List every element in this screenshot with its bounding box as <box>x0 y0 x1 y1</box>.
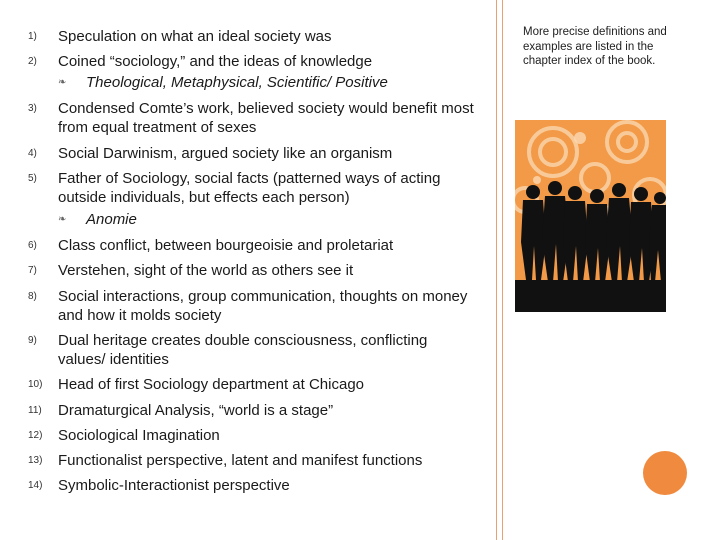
item-number: 10) <box>28 379 43 390</box>
item-number: 7) <box>28 265 37 276</box>
subitem-text: Theological, Metaphysical, Scientific/ Positive <box>86 74 388 91</box>
item-text: Condensed Comte’s work, believed society would benefit most from equal treatment of sexes <box>58 100 474 136</box>
item-text: Symbolic-Interactionist perspective <box>58 477 290 494</box>
item-number: 11) <box>28 405 42 416</box>
bullet-icon: ❧ <box>58 214 67 225</box>
item-text: Verstehen, sight of the world as others see it <box>58 262 354 279</box>
item-number: 6) <box>28 240 37 251</box>
item-text: Head of first Sociology department at Chicago <box>58 376 364 393</box>
item-text: Sociological Imagination <box>58 427 220 444</box>
item-number: 4) <box>28 148 37 159</box>
item-number: 8) <box>28 291 37 302</box>
bullet-icon: ❧ <box>58 77 67 88</box>
item-text: Speculation on what an ideal society was <box>58 28 332 45</box>
item-number: 1) <box>28 31 37 42</box>
side-note: More precise definitions and examples are listed in the chapter index of the book. <box>523 26 667 67</box>
item-number: 9) <box>28 335 37 346</box>
item-number: 2) <box>28 56 37 67</box>
item-text: Social Darwinism, argued society like an organism <box>58 145 393 162</box>
item-text: Coined “sociology,” and the ideas of knowledge <box>58 53 373 70</box>
crowd-silhouette-image <box>515 120 666 312</box>
item-number: 14) <box>28 480 43 491</box>
item-text: Father of Sociology, social facts (patterned ways of acting outside individuals, but effects each person) <box>58 170 441 206</box>
item-number: 3) <box>28 103 37 114</box>
orange-circle-decoration <box>643 451 687 495</box>
subitem-text: Anomie <box>86 211 137 228</box>
item-number: 12) <box>28 430 43 441</box>
item-number: 5) <box>28 173 37 184</box>
item-text: Class conflict, between bourgeoisie and proletariat <box>58 237 394 254</box>
item-text: Social interactions, group communication, thoughts on money and how it molds society <box>58 288 468 324</box>
orange-divider-bar <box>496 0 503 540</box>
item-text: Dramaturgical Analysis, “world is a stage” <box>58 402 334 419</box>
item-text: Dual heritage creates double consciousness, conflicting values/ identities <box>58 332 428 368</box>
item-text: Functionalist perspective, latent and manifest functions <box>58 452 423 469</box>
item-number: 13) <box>28 455 43 466</box>
